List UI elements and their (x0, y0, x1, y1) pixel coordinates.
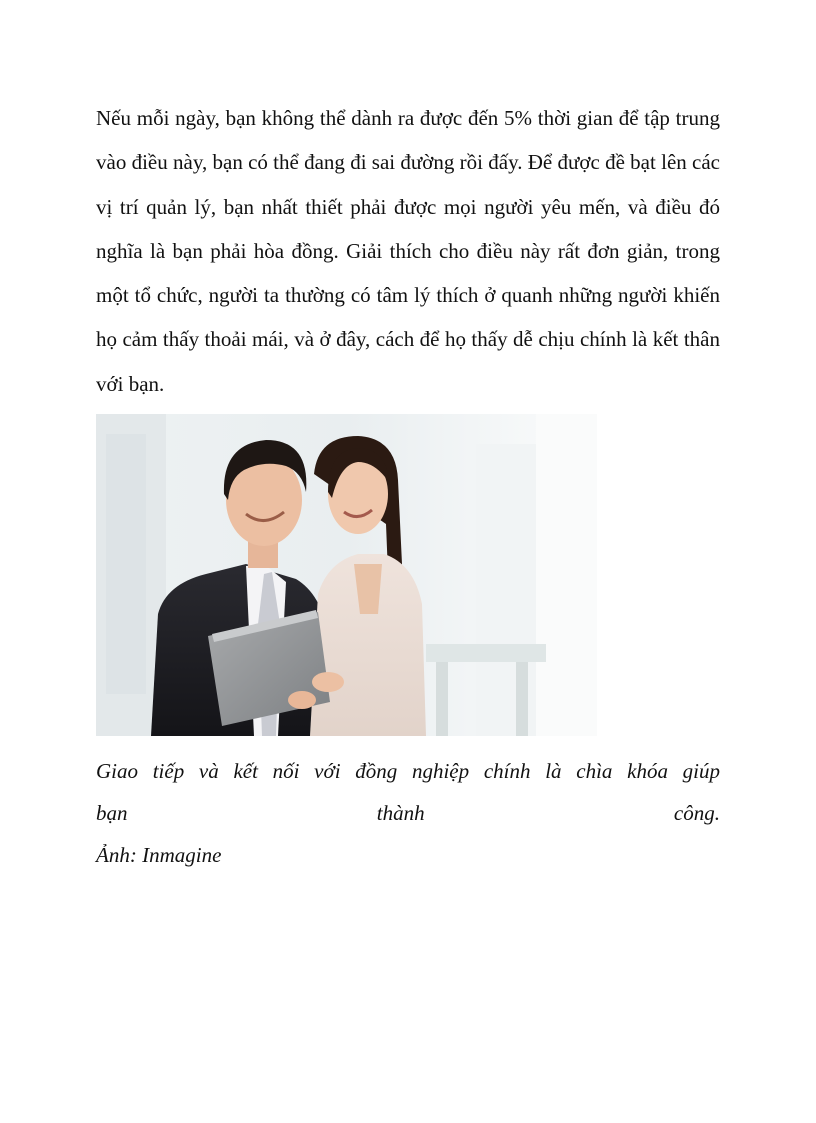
photo-caption (96, 750, 720, 876)
caption-word-3: công. (673, 801, 720, 826)
document-page (96, 96, 720, 876)
caption-word-1: bạn (96, 801, 128, 826)
body-paragraph: Nếu mỗi ngày, bạn không thể dành ra được đến 5% thời gian để tập trung vào điều này, bạn có thể đang đi sai đường rồi đấy. Để được đề bạt lên các vị trí quản lý, bạn nhất thiết phải được mọi người yêu mến, và điều đó nghĩa là bạn phải hòa đồng. Giải thích cho điều này rất đơn giản, trong một tổ chức, người ta thường có tâm lý thích ở quanh những người khiến họ cảm thấy thoải mái, và ở đây, cách để họ thấy dễ chịu chính là kết thân với bạn. (96, 106, 720, 396)
caption-line-2 (96, 792, 720, 834)
article-photo (96, 414, 597, 736)
caption-line-1: Giao tiếp và kết nối với đồng nghiệp chính là chìa khóa giúp (96, 759, 720, 784)
photo-credit: Ảnh: Inmagine (96, 843, 222, 868)
caption-word-2: thành (376, 801, 425, 826)
photo-illustration (96, 414, 597, 736)
